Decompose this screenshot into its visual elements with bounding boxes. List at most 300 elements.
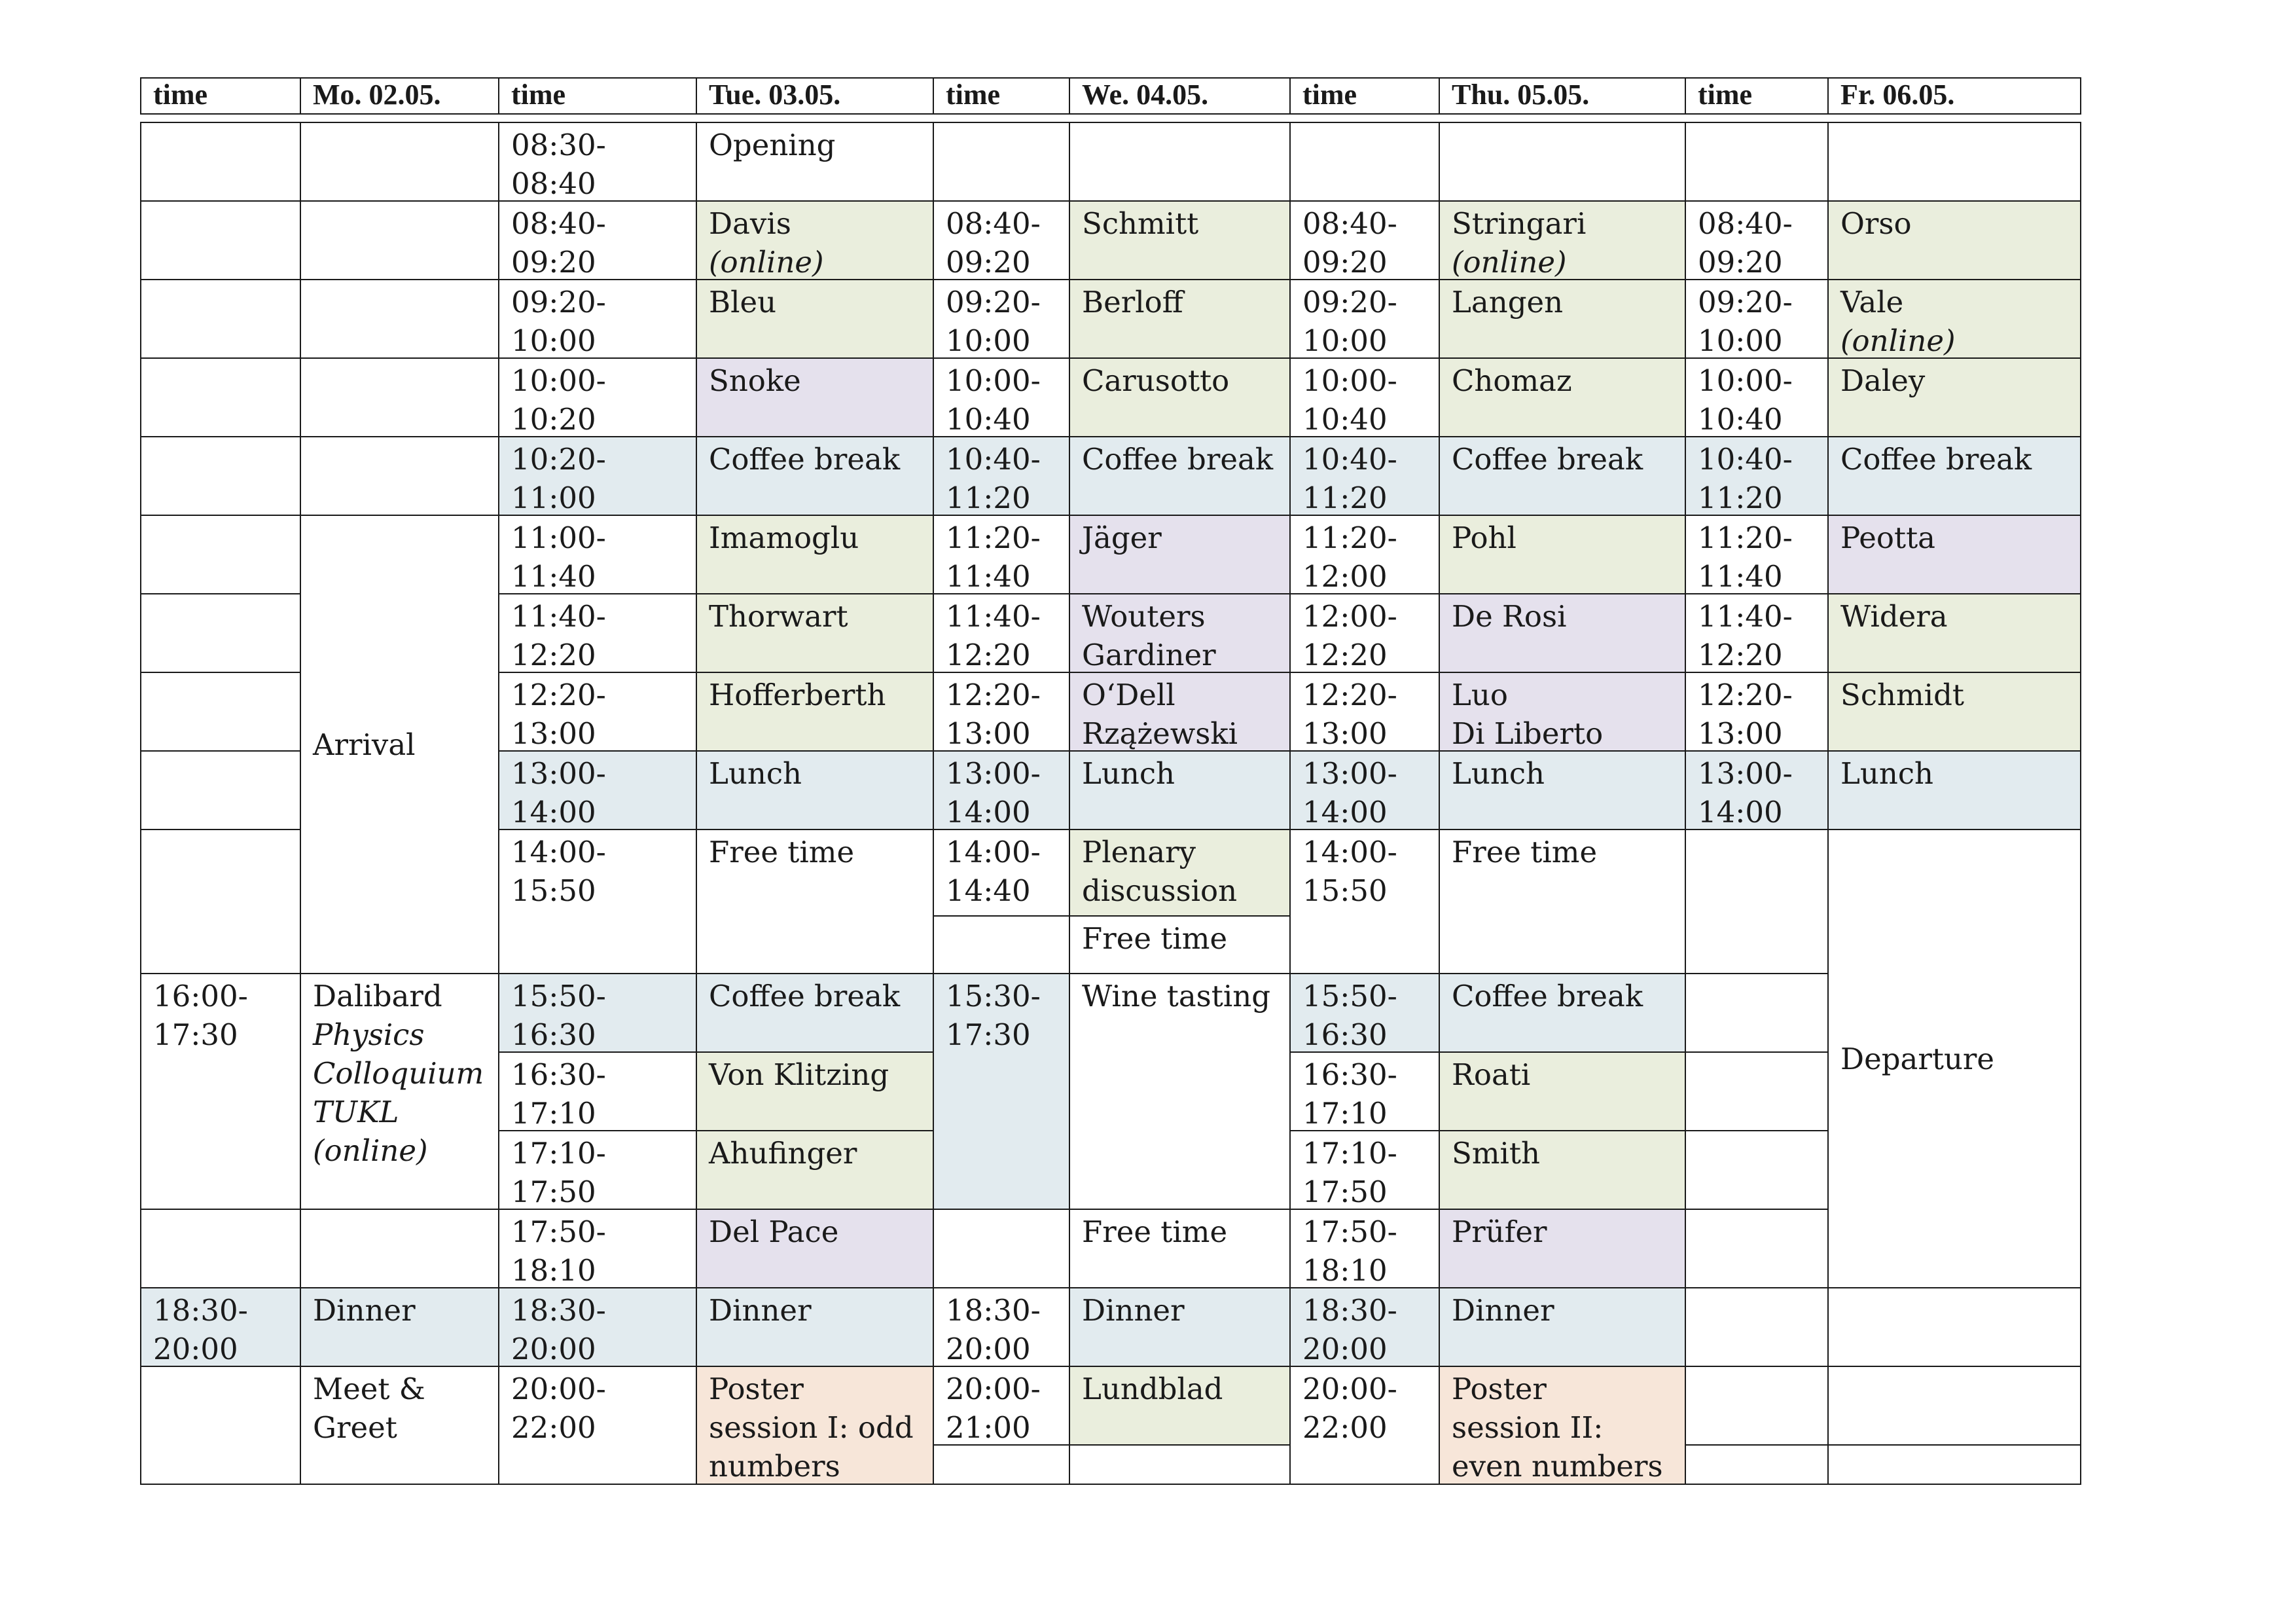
cell-tue-r3-time xyxy=(498,279,697,359)
cell-thu-r10-time xyxy=(1289,829,1440,974)
cell-text-line: 17:30 xyxy=(946,1017,1031,1052)
cell-thu-r5 xyxy=(1439,436,1686,516)
cell-text-line: 12:20- xyxy=(1302,678,1397,712)
cell-fri-r2-time xyxy=(1685,200,1829,280)
cell-text-line: Di Liberto xyxy=(1452,716,1604,751)
cell-wed-r3-time xyxy=(933,279,1070,359)
cell-text-line: Roati xyxy=(1452,1057,1531,1092)
cell-thu-r6-time xyxy=(1289,515,1440,594)
cell-thu-r15 xyxy=(1439,1287,1686,1367)
cell-text-line: even numbers xyxy=(1452,1449,1663,1484)
cell-text-line: Wine tasting xyxy=(1082,979,1271,1013)
cell-wed-r10b xyxy=(1069,915,1291,974)
cell-text-line: 11:00- xyxy=(511,520,606,555)
cell-text-line: (online) xyxy=(1452,245,1567,280)
cell-fri-r16-time xyxy=(1685,1366,1829,1446)
cell-wed-r6-time xyxy=(933,515,1070,594)
cell-text-line: 10:40 xyxy=(1698,402,1783,437)
cell-text-line: Smith xyxy=(1452,1136,1540,1171)
cell-thu-r13-time xyxy=(1289,1130,1440,1210)
cell-mon-r7-time xyxy=(140,593,301,673)
cell-text-line: 11:20 xyxy=(1698,481,1783,515)
header-time-mon: time xyxy=(140,77,301,115)
cell-text-line: 13:00- xyxy=(946,756,1041,791)
cell-text-line: 20:00 xyxy=(1302,1332,1388,1366)
cell-text-line: 12:20 xyxy=(1302,638,1388,672)
cell-text-line: 15:50- xyxy=(1302,979,1397,1013)
cell-text-line: Meet & xyxy=(313,1372,425,1406)
cell-wed-r2 xyxy=(1069,200,1291,280)
cell-text-line: 13:00- xyxy=(1698,756,1793,791)
cell-text-line: 11:20- xyxy=(946,520,1041,555)
cell-fri-r3-time xyxy=(1685,279,1829,359)
cell-thu-r7-time xyxy=(1289,593,1440,673)
cell-text-line: Physics xyxy=(313,1017,425,1052)
cell-text-line: Peotta xyxy=(1840,520,1935,555)
cell-text-line: 12:20 xyxy=(1698,638,1783,672)
cell-fri-r4 xyxy=(1827,357,2081,437)
cell-text-line: 12:00- xyxy=(1302,599,1397,634)
cell-mon-r14-time xyxy=(140,1209,301,1288)
cell-text-line: 17:10- xyxy=(511,1136,606,1171)
cell-text-line: 10:00- xyxy=(946,363,1041,398)
cell-tue-r9 xyxy=(696,750,934,830)
cell-tue-r6-time xyxy=(498,515,697,594)
cell-tue-r15-time xyxy=(498,1287,697,1367)
cell-text-line: Dalibard xyxy=(313,979,442,1013)
cell-thu-r10 xyxy=(1439,829,1686,974)
cell-tue-r4-time xyxy=(498,357,697,437)
cell-text-line: 20:00 xyxy=(946,1332,1031,1366)
cell-text-line: 11:40 xyxy=(946,559,1031,594)
cell-tue-r7 xyxy=(696,593,934,673)
cell-text-line: O‘Dell xyxy=(1082,678,1175,712)
cell-text-line: 11:40 xyxy=(511,559,596,594)
cell-tue-r1 xyxy=(696,122,934,202)
cell-text-line: 20:00 xyxy=(153,1332,238,1366)
cell-text-line: 12:20 xyxy=(511,638,596,672)
cell-text-line: 09:20 xyxy=(946,245,1031,280)
cell-text-line: 08:40- xyxy=(1302,206,1397,241)
cell-text-line: 10:00- xyxy=(511,363,606,398)
cell-text-line: 18:30- xyxy=(153,1293,248,1328)
cell-text-line: 15:50- xyxy=(511,979,606,1013)
cell-fri-r2 xyxy=(1827,200,2081,280)
cell-text-line: Berloff xyxy=(1082,285,1183,319)
cell-tue-r13 xyxy=(696,1130,934,1210)
cell-thu-r3-time xyxy=(1289,279,1440,359)
cell-tue-r11-time xyxy=(498,973,697,1053)
header-friday: Fr. 06.05. xyxy=(1827,77,2081,115)
cell-mon-r2 xyxy=(300,200,499,280)
cell-text-line: TUKL xyxy=(313,1095,399,1129)
cell-text-line: (online) xyxy=(1840,323,1956,358)
cell-fri-r9-time xyxy=(1685,750,1829,830)
cell-thu-r2-time xyxy=(1289,200,1440,280)
cell-mon-r5 xyxy=(300,436,499,516)
cell-thu-r16 xyxy=(1439,1366,1686,1485)
cell-text-line: 10:40- xyxy=(946,442,1041,477)
cell-text-line: 18:10 xyxy=(1302,1253,1388,1288)
cell-tue-r5 xyxy=(696,436,934,516)
header-tuesday: Tue. 03.05. xyxy=(696,77,934,115)
cell-tue-r6 xyxy=(696,515,934,594)
cell-text-line: Coffee break xyxy=(1082,442,1274,477)
cell-text-line: 14:40 xyxy=(946,873,1031,908)
cell-text-line: 09:20 xyxy=(1698,245,1783,280)
cell-text-line: 11:40- xyxy=(1698,599,1793,634)
cell-text-line: 12:00 xyxy=(1302,559,1388,594)
cell-text-line: 15:30- xyxy=(946,979,1041,1013)
cell-text-line: Colloquium xyxy=(313,1056,484,1091)
cell-text-line: 10:20- xyxy=(511,442,606,477)
cell-wed-r17-time xyxy=(933,1444,1070,1485)
cell-thu-r8 xyxy=(1439,672,1686,752)
cell-text-line: 09:20- xyxy=(511,285,606,319)
cell-fri-r6 xyxy=(1827,515,2081,594)
cell-text-line: 14:00- xyxy=(511,835,606,869)
cell-tue-r8-time xyxy=(498,672,697,752)
cell-text-line: 13:00- xyxy=(1302,756,1397,791)
cell-text-line: 09:20 xyxy=(1302,245,1388,280)
cell-text-line: 09:20- xyxy=(1698,285,1793,319)
cell-text-line: 20:00- xyxy=(1302,1372,1397,1406)
header-thursday: Thu. 05.05. xyxy=(1439,77,1686,115)
cell-text-line: 21:00 xyxy=(946,1410,1031,1445)
cell-text-line: 10:40 xyxy=(1302,402,1388,437)
cell-text-line: 08:30- xyxy=(511,128,606,162)
cell-wed-r16 xyxy=(1069,1366,1291,1446)
cell-text-line: 16:30- xyxy=(511,1057,606,1092)
cell-mon-r1 xyxy=(300,122,499,202)
cell-tue-r2-time xyxy=(498,200,697,280)
cell-tue-r7-time xyxy=(498,593,697,673)
cell-text-line: Arrival xyxy=(313,727,416,762)
cell-text-line: 11:00 xyxy=(511,481,596,515)
cell-thu-r7 xyxy=(1439,593,1686,673)
cell-text-line: Ahufinger xyxy=(709,1136,857,1171)
cell-tue-r14 xyxy=(696,1209,934,1288)
cell-text-line: 10:00- xyxy=(1698,363,1793,398)
cell-text-line: Lunch xyxy=(1082,756,1175,791)
cell-text-line: 18:10 xyxy=(511,1253,596,1288)
cell-text-line: 17:50 xyxy=(511,1175,596,1209)
cell-fri-r16 xyxy=(1827,1366,2081,1446)
cell-tue-r3 xyxy=(696,279,934,359)
cell-tue-r1-time xyxy=(498,122,697,202)
cell-wed-r16-time xyxy=(933,1366,1070,1446)
cell-text-line: Davis xyxy=(709,206,791,241)
cell-text-line: Gardiner xyxy=(1082,638,1216,672)
cell-text-line: De Rosi xyxy=(1452,599,1567,634)
cell-tue-r10-time xyxy=(498,829,697,974)
cell-thu-r2 xyxy=(1439,200,1686,280)
cell-mon-r1-time xyxy=(140,122,301,202)
cell-wed-r17 xyxy=(1069,1444,1291,1485)
cell-mon-r8-time xyxy=(140,672,301,752)
cell-text-line: Prüfer xyxy=(1452,1214,1547,1249)
cell-text-line: 14:00- xyxy=(1302,835,1397,869)
cell-wed-r2-time xyxy=(933,200,1070,280)
cell-wed-r7 xyxy=(1069,593,1291,673)
cell-text-line: 10:20 xyxy=(511,402,596,437)
cell-wed-r4-time xyxy=(933,357,1070,437)
cell-text-line: 08:40- xyxy=(1698,206,1793,241)
cell-text-line: 16:30 xyxy=(511,1017,596,1052)
cell-text-line: 20:00- xyxy=(511,1372,606,1406)
cell-text-line: 18:30- xyxy=(946,1293,1041,1328)
cell-text-line: Departure xyxy=(1840,1041,1995,1076)
header-time-fri: time xyxy=(1685,77,1829,115)
cell-text-line: 14:00 xyxy=(511,795,596,830)
cell-text-line: 12:20- xyxy=(946,678,1041,712)
cell-thu-r11-time xyxy=(1289,973,1440,1053)
cell-text-line: Coffee break xyxy=(1452,979,1643,1013)
cell-text-line: 16:30 xyxy=(1302,1017,1388,1052)
cell-text-line: Lundblad xyxy=(1082,1372,1223,1406)
cell-fri-r5 xyxy=(1827,436,2081,516)
cell-text-line: Dinner xyxy=(313,1293,416,1328)
cell-text-line: 10:00 xyxy=(1698,323,1783,358)
cell-thu-r13 xyxy=(1439,1130,1686,1210)
cell-thu-r1 xyxy=(1439,122,1686,202)
cell-wed-r5 xyxy=(1069,436,1291,516)
cell-text-line: 10:40 xyxy=(946,402,1031,437)
cell-wed-r14-time xyxy=(933,1209,1070,1288)
cell-text-line: Widera xyxy=(1840,599,1948,634)
cell-thu-r4 xyxy=(1439,357,1686,437)
cell-text-line: 12:20- xyxy=(1698,678,1793,712)
cell-text-line: Von Klitzing xyxy=(709,1057,889,1092)
cell-thu-r12 xyxy=(1439,1051,1686,1131)
cell-text-line: Poster xyxy=(1452,1372,1547,1406)
cell-tue-r5-time xyxy=(498,436,697,516)
cell-thu-r3 xyxy=(1439,279,1686,359)
cell-text-line: 08:40- xyxy=(946,206,1041,241)
cell-wed-r5-time xyxy=(933,436,1070,516)
header-time-thu: time xyxy=(1289,77,1440,115)
cell-text-line: Thorwart xyxy=(709,599,848,634)
cell-tue-r13-time xyxy=(498,1130,697,1210)
cell-text-line: Free time xyxy=(1082,1214,1228,1249)
cell-wed-r11-time xyxy=(933,973,1070,1210)
cell-text-line: 12:20- xyxy=(511,678,606,712)
cell-text-line: 15:50 xyxy=(511,873,596,908)
cell-text-line: Dinner xyxy=(1082,1293,1185,1328)
cell-text-line: Coffee break xyxy=(1840,442,2032,477)
cell-text-line: discussion xyxy=(1082,873,1238,908)
cell-text-line: Snoke xyxy=(709,363,801,398)
cell-fri-r10-time xyxy=(1685,829,1829,974)
cell-text-line: 18:30- xyxy=(511,1293,606,1328)
cell-text-line: 10:00 xyxy=(946,323,1031,358)
cell-thu-r9 xyxy=(1439,750,1686,830)
cell-mon-r16 xyxy=(300,1366,499,1485)
cell-thu-r9-time xyxy=(1289,750,1440,830)
cell-text-line: 10:00 xyxy=(511,323,596,358)
cell-fri-r12-time xyxy=(1685,1051,1829,1131)
cell-text-line: 13:00 xyxy=(1302,716,1388,751)
cell-text-line: 08:40 xyxy=(511,166,596,201)
cell-text-line: Luo xyxy=(1452,678,1508,712)
cell-text-line: Schmidt xyxy=(1840,678,1964,712)
cell-wed-r10b-time xyxy=(933,915,1070,974)
cell-text-line: 17:10 xyxy=(1302,1096,1388,1131)
cell-fri-r1-time xyxy=(1685,122,1829,202)
cell-fri-r17 xyxy=(1827,1444,2081,1485)
header-time-wed: time xyxy=(933,77,1070,115)
header-wednesday: We. 04.05. xyxy=(1069,77,1291,115)
cell-text-line: (online) xyxy=(313,1133,428,1168)
cell-wed-r7-time xyxy=(933,593,1070,673)
cell-text-line: Greet xyxy=(313,1410,397,1445)
cell-tue-r16 xyxy=(696,1366,934,1485)
cell-mon-r2-time xyxy=(140,200,301,280)
cell-text-line: Stringari xyxy=(1452,206,1587,241)
cell-text-line: 14:00- xyxy=(946,835,1041,869)
cell-thu-r14 xyxy=(1439,1209,1686,1288)
cell-text-line: Jäger xyxy=(1082,520,1162,555)
cell-text-line: Hofferberth xyxy=(709,678,886,712)
cell-thu-r4-time xyxy=(1289,357,1440,437)
cell-text-line: Orso xyxy=(1840,206,1912,241)
cell-mon-r15-time xyxy=(140,1287,301,1367)
cell-text-line: session II: xyxy=(1452,1410,1604,1445)
cell-thu-r14-time xyxy=(1289,1209,1440,1288)
cell-text-line: 17:10- xyxy=(1302,1136,1397,1171)
cell-fri-r9 xyxy=(1827,750,2081,830)
cell-text-line: Poster xyxy=(709,1372,804,1406)
cell-text-line: 14:00 xyxy=(1302,795,1388,830)
cell-mon-r11 xyxy=(300,973,499,1210)
cell-text-line: Pohl xyxy=(1452,520,1516,555)
cell-text-line: 13:00 xyxy=(946,716,1031,751)
cell-text-line: Langen xyxy=(1452,285,1564,319)
cell-text-line: 15:50 xyxy=(1302,873,1388,908)
cell-wed-r15-time xyxy=(933,1287,1070,1367)
cell-mon-r15 xyxy=(300,1287,499,1367)
cell-text-line: 14:00 xyxy=(946,795,1031,830)
cell-text-line: 11:20 xyxy=(946,481,1031,515)
cell-wed-r3 xyxy=(1069,279,1291,359)
cell-tue-r15 xyxy=(696,1287,934,1367)
cell-text-line: 09:20- xyxy=(1302,285,1397,319)
cell-text-line: 13:00- xyxy=(511,756,606,791)
cell-fri-r4-time xyxy=(1685,357,1829,437)
cell-text-line: 11:20 xyxy=(1302,481,1388,515)
cell-fri-r3 xyxy=(1827,279,2081,359)
cell-thu-r5-time xyxy=(1289,436,1440,516)
cell-wed-r4 xyxy=(1069,357,1291,437)
cell-text-line: 12:20 xyxy=(946,638,1031,672)
cell-mon-r4 xyxy=(300,357,499,437)
cell-text-line: 17:30 xyxy=(153,1017,238,1052)
cell-fri-r7 xyxy=(1827,593,2081,673)
cell-text-line: Free time xyxy=(1452,835,1598,869)
cell-text-line: 22:00 xyxy=(1302,1410,1388,1445)
cell-text-line: 09:20- xyxy=(946,285,1041,319)
cell-text-line: Free time xyxy=(1082,921,1228,956)
cell-fri-r8 xyxy=(1827,672,2081,752)
cell-text-line: Lunch xyxy=(1452,756,1545,791)
cell-text-line: 10:40- xyxy=(1302,442,1397,477)
cell-text-line: 16:00- xyxy=(153,979,248,1013)
cell-fri-r15 xyxy=(1827,1287,2081,1367)
cell-tue-r12 xyxy=(696,1051,934,1131)
cell-text-line: 11:20- xyxy=(1698,520,1793,555)
cell-mon-r6-time xyxy=(140,515,301,594)
cell-thu-r6 xyxy=(1439,515,1686,594)
cell-tue-r16-time xyxy=(498,1366,697,1485)
cell-text-line: 20:00 xyxy=(511,1332,596,1366)
cell-text-line: Lunch xyxy=(709,756,802,791)
cell-wed-r9 xyxy=(1069,750,1291,830)
cell-tue-r12-time xyxy=(498,1051,697,1131)
cell-mon-r4-time xyxy=(140,357,301,437)
cell-wed-r11 xyxy=(1069,973,1291,1210)
cell-thu-r1-time xyxy=(1289,122,1440,202)
cell-wed-r14 xyxy=(1069,1209,1291,1288)
cell-tue-r9-time xyxy=(498,750,697,830)
cell-tue-r8 xyxy=(696,672,934,752)
cell-text-line: Coffee break xyxy=(1452,442,1643,477)
cell-text-line: Chomaz xyxy=(1452,363,1572,398)
header-monday: Mo. 02.05. xyxy=(300,77,499,115)
cell-text-line: 11:20- xyxy=(1302,520,1397,555)
cell-mon-r16-time xyxy=(140,1366,301,1485)
cell-text-line: numbers xyxy=(709,1449,840,1484)
cell-text-line: 10:00 xyxy=(1302,323,1388,358)
cell-text-line: 17:50- xyxy=(1302,1214,1397,1249)
cell-fri-r6-time xyxy=(1685,515,1829,594)
cell-text-line: 22:00 xyxy=(511,1410,596,1445)
cell-text-line: 20:00- xyxy=(946,1372,1041,1406)
cell-text-line: Coffee break xyxy=(709,979,901,1013)
cell-text-line: 17:50 xyxy=(1302,1175,1388,1209)
cell-text-line: 14:00 xyxy=(1698,795,1783,830)
cell-tue-r4 xyxy=(696,357,934,437)
cell-thu-r12-time xyxy=(1289,1051,1440,1131)
cell-fri-departure xyxy=(1827,829,2081,1288)
cell-text-line: Daley xyxy=(1840,363,1926,398)
cell-text-line: 13:00 xyxy=(511,716,596,751)
cell-fri-r17-time xyxy=(1685,1444,1829,1485)
cell-text-line: Rzążewski xyxy=(1082,716,1238,751)
cell-mon-r9-time xyxy=(140,750,301,830)
cell-fri-r1 xyxy=(1827,122,2081,202)
cell-text-line: Plenary xyxy=(1082,835,1196,869)
cell-text-line: Bleu xyxy=(709,285,777,319)
header-time-tue: time xyxy=(498,77,697,115)
cell-wed-r10-time xyxy=(933,829,1070,917)
cell-mon-r3 xyxy=(300,279,499,359)
cell-mon-arrival xyxy=(300,515,499,974)
cell-wed-r15 xyxy=(1069,1287,1291,1367)
cell-text-line: 17:50- xyxy=(511,1214,606,1249)
cell-thu-r8-time xyxy=(1289,672,1440,752)
cell-text-line: Schmitt xyxy=(1082,206,1199,241)
cell-wed-r1-time xyxy=(933,122,1070,202)
cell-text-line: 13:00 xyxy=(1698,716,1783,751)
cell-mon-r11-time xyxy=(140,973,301,1210)
cell-text-line: Free time xyxy=(709,835,855,869)
cell-text-line: 17:10 xyxy=(511,1096,596,1131)
cell-text-line: Carusotto xyxy=(1082,363,1230,398)
cell-text-line: 11:40 xyxy=(1698,559,1783,594)
cell-mon-r5-time xyxy=(140,436,301,516)
cell-mon-r14 xyxy=(300,1209,499,1288)
cell-text-line: 08:40- xyxy=(511,206,606,241)
